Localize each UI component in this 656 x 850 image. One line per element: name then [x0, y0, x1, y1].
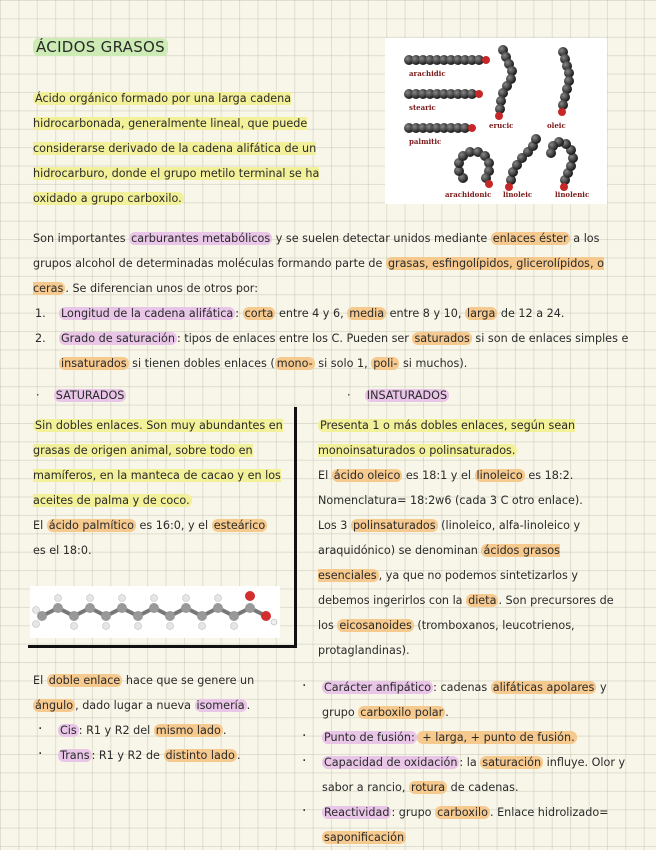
label-arachidic: arachidic [409, 69, 446, 78]
section-divider [28, 645, 297, 648]
column-divider [294, 407, 297, 647]
isomer-trans: · Trans : R1 y R2 de distinto lado . [36, 743, 286, 768]
label-erucic: erucic [489, 121, 514, 130]
label-linolenic: linolenic [555, 190, 590, 199]
property-amphipathic: · Carácter anfipático : cadenas alifáticas apolares y grupo carboxilo polar . [300, 675, 636, 725]
double-bond-text: El doble enlace hace que se genere un ángulo , dado lugar a nueva isomería . [33, 674, 255, 712]
saturados-text: Sin dobles enlaces. Son muy abundantes en grasas de origen animal, sobre todo en mamíferos, en la manteca de cacao y en los aceites de palma y de coco. El ácido palmítico es 16:0, y el esteárico es el 18:0. [33, 419, 283, 557]
saturados-heading: · SATURADOS [36, 389, 125, 402]
property-oxidation: · Capacidad de oxidación : la saturación influye. Olor y sabor a rancio, rotura de cadenas. [300, 750, 636, 800]
list-item-length: 1. Longitud de la cadena alifática : corta entre 4 y 6, media entre 8 y 10, larga de 12 a 24. [35, 307, 565, 320]
label-arachidonic: arachidonic [445, 190, 492, 199]
differences-list [33, 301, 639, 376]
palmitic-acid-ball-stick-illustration [30, 586, 280, 638]
page-title: ÁCIDOS GRASOS [33, 38, 168, 56]
label-stearic: stearic [409, 103, 436, 112]
property-melting-point: · Punto de fusión: + larga, + punto de fusión. [300, 725, 636, 750]
label-oleic: oleic [547, 121, 566, 130]
label-palmitic: palmitic [409, 137, 442, 146]
isomer-list [36, 718, 286, 768]
intro-paragraph: Ácido orgánico formado por una larga cadena hidrocarbonada, generalmente lineal, que puede considerarse derivado de la cadena alifática de un hidrocarburo, donde el grupo metilo terminal se ha oxidado a grupo carboxilo. [33, 92, 320, 205]
fatty-acids-image [385, 38, 607, 204]
property-reactivity: · Reactividad : grupo carboxilo . Enlace hidrolizado= saponificación [300, 800, 636, 850]
isomer-cis: · Cis : R1 y R2 del mismo lado . [36, 718, 286, 743]
properties-list [300, 675, 636, 850]
label-linoleic: linoleic [503, 190, 533, 199]
palmitic-acid-model [30, 586, 280, 638]
insaturados-text: Presenta 1 o más dobles enlaces, según sean monoinsaturados o polinsaturados. El ácido oleico es 18:1 y el linoleico es 18:2. Nomenclatura= 18:2w6 (cada 3 C otro enlace). Los 3 polinsaturados (linoleico, alfa-linoleico y araquidónico) se denominan ácidos grasos esenciales , ya que no podemos sintetizarlos y debemos ingerirlos con la dieta . Son precursores de los eicosanoides (tromboxanos, leucotrienos, protaglandinas). [318, 419, 614, 657]
fatty-acid-models-illustration [385, 38, 607, 204]
list-item-saturation: 2. Grado de saturación : tipos de enlaces entre los C. Pueden ser saturados si son de enlaces simples e insaturados si tienen dobles enlaces ( mono- si solo 1, poli- si muchos). [35, 332, 629, 370]
insaturados-heading: · INSATURADOS [347, 389, 448, 402]
general-paragraph: Son importantes carburantes metabólicos y se suelen detectar unidos mediante enlaces éster a los grupos alcohol de determinadas moléculas formando parte de grasas, esfingolípidos, glicerolípidos, o ceras . Se diferencian unos de otros por: [33, 232, 604, 295]
